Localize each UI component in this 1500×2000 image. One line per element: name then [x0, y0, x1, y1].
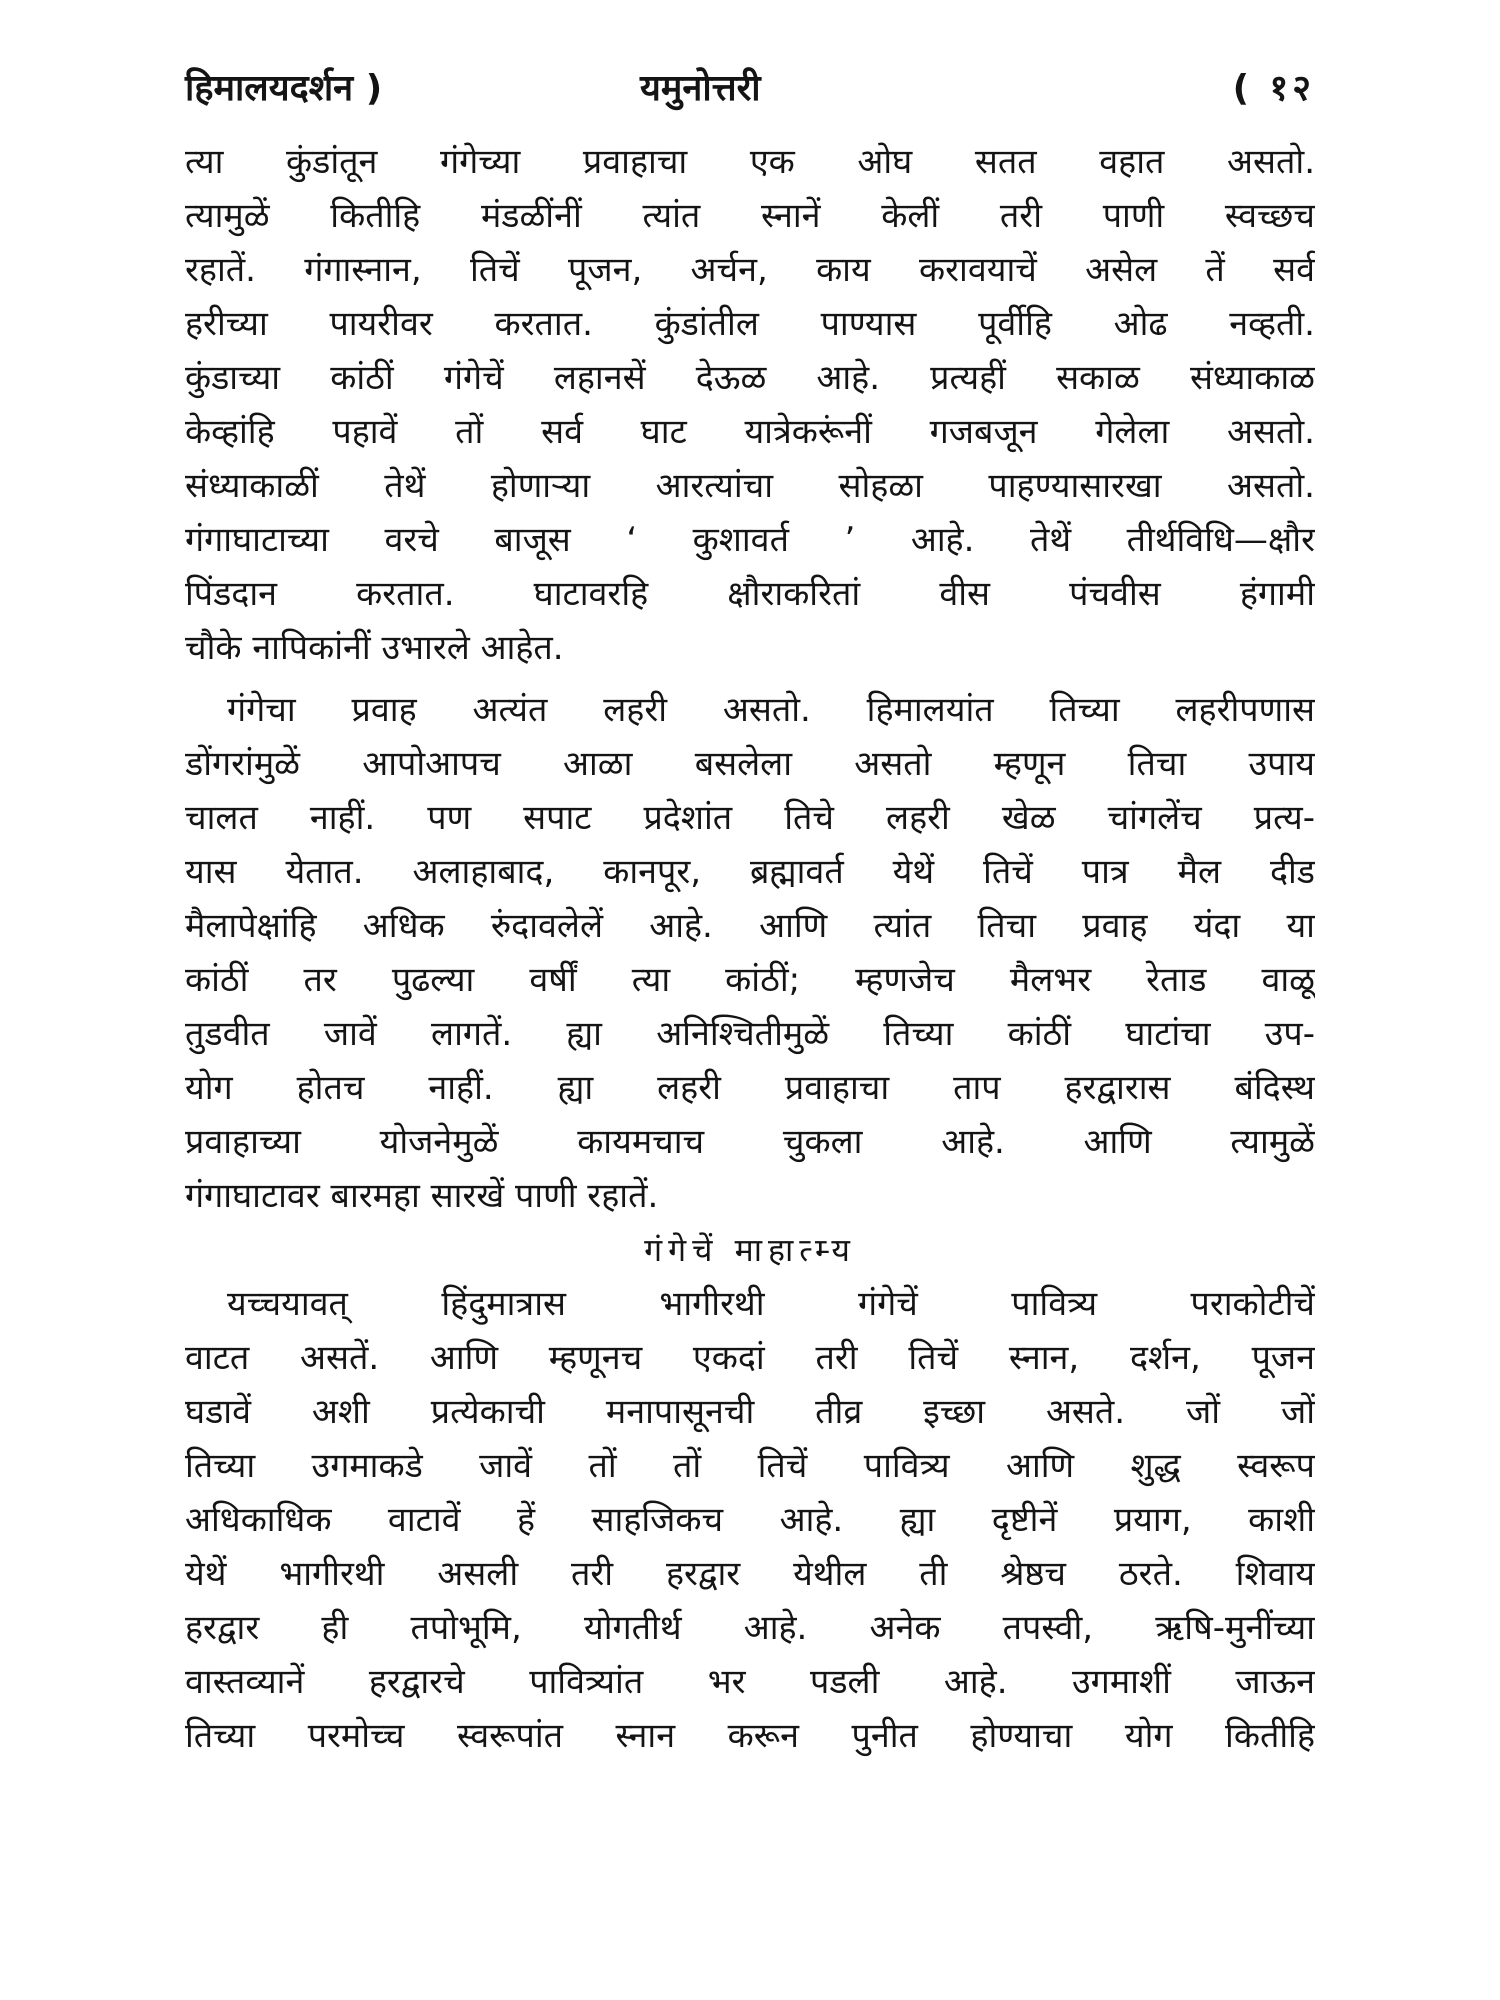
- text-line: त्या कुंडांतून गंगेच्या प्रवाहाचा एक ओघ सतत वहात असतो.: [185, 142, 1315, 182]
- text-line: अधिकाधिक वाटावें हें साहजिकच आहे. ह्या दृष्टीनें प्रयाग, काशी: [185, 1500, 1315, 1540]
- text-line: संध्याकाळीं तेथें होणाऱ्या आरत्यांचा सोहळा पाहण्यासारखा असतो.: [185, 466, 1315, 506]
- text-line: रहातें. गंगास्नान, तिचें पूजन, अर्चन, काय करावयाचें असेल तें सर्व: [185, 250, 1315, 290]
- text-line: डोंगरांमुळें आपोआपच आळा बसलेला असतो म्हणून तिचा उपाय: [185, 744, 1315, 784]
- running-head: [185, 52, 1315, 132]
- page-number: ( १२: [1232, 68, 1315, 109]
- text-line: केव्हांहि पहावें तों सर्व घाट यात्रेकरूंनीं गजबजून गेलेला असतो.: [185, 412, 1315, 452]
- text-line: त्यामुळें कितीहि मंडळींनीं त्यांत स्नानें केलीं तरी पाणी स्वच्छच: [185, 196, 1315, 236]
- text-line: येथें भागीरथी असली तरी हरद्वार येथील ती श्रेष्ठच ठरते. शिवाय: [185, 1554, 1315, 1594]
- text-line: पिंडदान करतात. घाटावरहि क्षौराकरितां वीस पंचवीस हंगामी: [185, 574, 1315, 614]
- text-line: चालत नाहीं. पण सपाट प्रदेशांत तिचे लहरी खेळ चांगलेंच प्रत्य-: [185, 798, 1315, 838]
- text-line: वास्तव्यानें हरद्वारचे पावित्र्यांत भर पडली आहे. उगमाशीं जाऊन: [185, 1662, 1315, 1702]
- text-line: घडावें अशी प्रत्येकाची मनापासूनची तीव्र इच्छा असते. जों जों: [185, 1392, 1315, 1432]
- text-line: हरीच्या पायरीवर करतात. कुंडांतील पाण्यास पूर्वीहि ओढ नव्हती.: [185, 304, 1315, 344]
- chapter-title-header: यमुनोत्तरी: [640, 68, 761, 109]
- text-line: तिच्या उगमाकडे जावें तों तों तिचें पावित्र्य आणि शुद्ध स्वरूप: [185, 1446, 1315, 1486]
- body-text: [185, 135, 1315, 1763]
- text-line: चौके नापिकांनीं उभारले आहेत.: [185, 628, 564, 668]
- text-line: प्रवाहाच्या योजनेमुळें कायमचाच चुकला आहे. आणि त्यामुळें: [185, 1122, 1315, 1162]
- text-line: गंगाघाटावर बारमहा सारखें पाणी रहातें.: [185, 1176, 659, 1216]
- text-line: हरद्वार ही तपोभूमि, योगतीर्थ आहे. अनेक तपस्वी, ऋषि-मुनींच्या: [185, 1608, 1315, 1648]
- paragraph-start-line: गंगेचा प्रवाह अत्यंत लहरी असतो. हिमालयांत तिच्या लहरीपणास: [227, 690, 1315, 730]
- section-heading: गंगेचें माहात्म्य: [644, 1231, 856, 1269]
- text-line: वाटत असतें. आणि म्हणूनच एकदां तरी तिचें स्नान, दर्शन, पूजन: [185, 1338, 1315, 1378]
- text-line: यास येतात. अलाहाबाद, कानपूर, ब्रह्मावर्त येथें तिचें पात्र मैल दीड: [185, 852, 1315, 892]
- paragraph-start-line: यच्चयावत् हिंदुमात्रास भागीरथी गंगेचें पावित्र्य पराकोटीचें: [227, 1284, 1315, 1324]
- book-title-header: हिमालयदर्शन ): [185, 68, 383, 109]
- text-line: तिच्या परमोच्च स्वरूपांत स्नान करून पुनीत होण्याचा योग कितीहि: [185, 1716, 1315, 1756]
- text-line: योग होतच नाहीं. ह्या लहरी प्रवाहाचा ताप हरद्वारास बंदिस्थ: [185, 1068, 1315, 1108]
- text-line: कांठीं तर पुढल्या वर्षीं त्या कांठीं; म्हणजेच मैलभर रेताड वाळू: [185, 960, 1315, 1000]
- text-line: कुंडाच्या कांठीं गंगेचें लहानसें देऊळ आहे. प्रत्यहीं सकाळ संध्याकाळ: [185, 358, 1315, 398]
- text-line: गंगाघाटाच्या वरचे बाजूस ‘ कुशावर्त ’ आहे. तेथें तीर्थविधि—क्षौर: [185, 520, 1315, 560]
- text-line: तुडवीत जावें लागतें. ह्या अनिश्चितीमुळें तिच्या कांठीं घाटांचा उप-: [185, 1014, 1315, 1054]
- text-line: मैलापेक्षांहि अधिक रुंदावलेलें आहे. आणि त्यांत तिचा प्रवाह यंदा या: [185, 906, 1315, 946]
